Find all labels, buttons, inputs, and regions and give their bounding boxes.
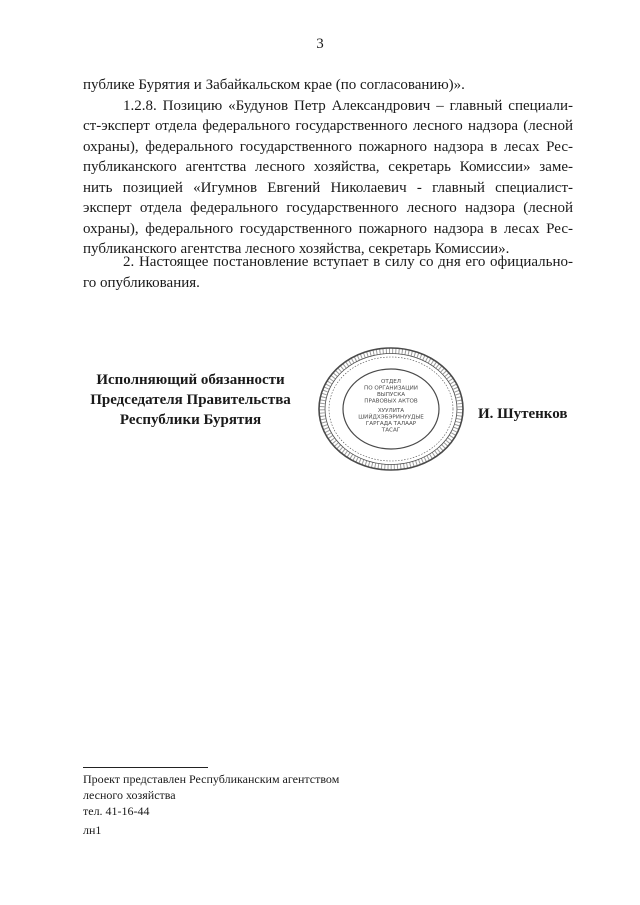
seal-text-line: ХУУЛИТА [377, 408, 405, 414]
seal-text-line: ВЫПУСКА [376, 392, 406, 398]
text-line: публиканского агентства лесного хозяйства, секретарь Комиссии». [83, 241, 510, 257]
signatory-title-line: Исполняющий обязанности [96, 372, 285, 388]
seal-text-line: ШИЙДХЭБЭРИНУУДЫЕ [358, 414, 424, 421]
paragraph-2-effective-date [83, 252, 573, 293]
footer-line: тел. 41-16-44 [83, 804, 150, 818]
official-seal-stamp [316, 346, 466, 472]
text-line: 1.2.8. Позицию «Будунов Петр Александрович – главный специали- [123, 97, 573, 114]
paragraph-item-1-2-8 [83, 75, 573, 260]
seal-text-line: ОТДЕЛ [381, 379, 401, 385]
text-line: публике Бурятия и Забайкальском крае (по согласованию)». [83, 77, 465, 93]
text-line: охраны), федерального государственного пожарного надзора в лесах Рес- [83, 220, 573, 237]
text-line: охраны), федерального государственного пожарного надзора в лесах Рес- [83, 138, 573, 155]
seal-text-line: ПРАВОВЫХ АКТОВ [364, 398, 418, 405]
footer-line: Проект представлен Республиканским агентством [83, 772, 340, 786]
text-line: ст-эксперт отдела федерального государственного лесного надзора (лесной [83, 118, 573, 134]
text-line: го опубликования. [83, 274, 200, 291]
seal-text-line: ТАСАГ [381, 427, 401, 434]
footer-divider [83, 767, 208, 768]
signatory-title [83, 370, 298, 430]
footer-note [83, 771, 339, 819]
text-line: 2. Настоящее постановление вступает в силу со дня его официально- [123, 254, 573, 270]
document-initials: лн1 [83, 823, 102, 837]
text-line: эксперт отдела федерального государственного лесного надзора (лесной [83, 200, 573, 216]
signatory-title-line: Республики Бурятия [119, 412, 262, 428]
signatory-name: И. Шутенков [478, 406, 568, 422]
text-line: нить позицией «Игумнов Евгений Николаевич - главный специалист- [83, 179, 573, 196]
footer-line: лесного хозяйства [83, 788, 176, 802]
seal-text-line: ГАРГАДА ТАЛААР [365, 421, 417, 427]
signatory-title-line: Председателя Правительства [90, 392, 291, 408]
seal-text-line: ПО ОРГАНИЗАЦИИ [364, 385, 418, 392]
text-line: публиканского агентства лесного хозяйства, секретарь Комиссии» заме- [83, 159, 573, 175]
page-number: 3 [316, 36, 324, 52]
